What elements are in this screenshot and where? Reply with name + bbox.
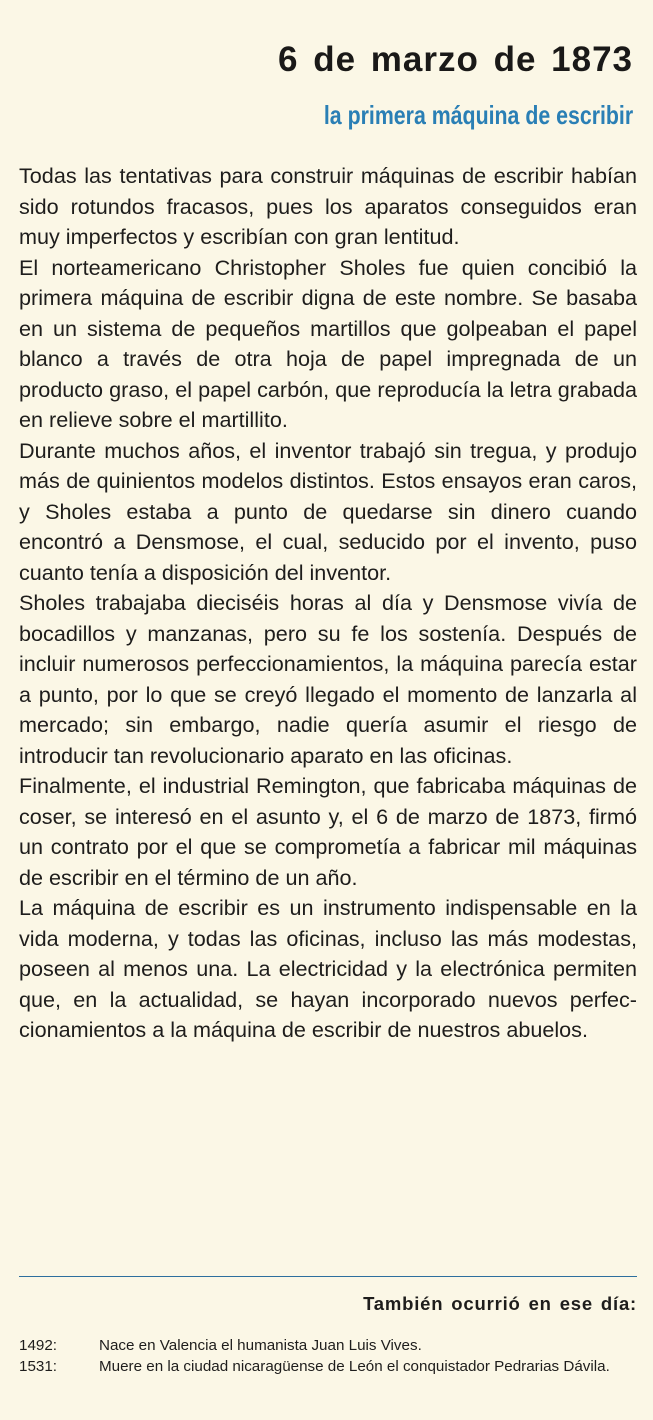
event-text: Muere en la ciudad nicaragüense de León el conquistador Pedrarias Dávila. [99,1357,610,1375]
event-item [19,1336,644,1357]
event-item [19,1357,644,1378]
page-title: 6 de marzo de 1873 [278,40,633,79]
article-body [19,161,637,1046]
paragraph: El norteamericano Christopher Sholes fue quien concibió la primera máquina de escribir digna de este nombre. Se basaba en un sistema de pequeños martillos que golpeaban el papel blanco a través de otra hoja de papel impregnada de un producto graso, el papel carbón, que reproducía la letra grabada en relieve sobre el martillito. [19,254,637,432]
paragraph: Sholes trabajaba dieciséis horas al día y Densmose vivía de bocadillos y manzanas, pero su fe los sostenía. Después de incluir numerosos perfeccionamientos, la máquina parecía estar a punto, por lo que se creyó llegado el momento de lanzarla al mercado; sin embargo, nadie quería asumir el riesgo de introducir tan revolucionario aparato en las oficinas. [19,590,637,768]
event-text: Nace en Valencia el humanista Juan Luis Vives. [99,1337,422,1354]
event-year: 1492: [19,1337,58,1354]
paragraph: Todas las tentativas para construir máquinas de escribir habían sido rotundos fracasos, pues los aparatos conseguidos eran muy imperfectos y escribían con gran lentitud. [19,163,637,249]
also-happened-heading: También ocurrió en ese día: [363,1293,637,1314]
paragraph: La máquina de escribir es un instrumento indispensable en la vida moderna, y todas las oficinas, incluso las más modestas, poseen al menos una. La electricidad y la electrónica permiten que, en la actualidad, se hayan incorporado nuevos perfeccionamientos a la máquina de escribir de nuestros abuelos. [19,895,637,1042]
section-divider [19,1276,637,1277]
events-list [19,1336,644,1377]
event-year: 1531: [19,1357,58,1375]
paragraph: Finalmente, el industrial Remington, que fabricaba máquinas de coser, se interesó en el asunto y, el 6 de marzo de 1873, firmó un contrato por el que se comprometía a fabricar mil máquinas de escribir en el término de un año. [19,773,637,890]
page-subtitle: la primera máquina de escribir [323,100,633,130]
paragraph: Durante muchos años, el inventor trabajó sin tregua, y produjo más de quinientos modelos distintos. Estos ensayos eran caros, y Sholes estaba a punto de quedarse sin dinero cuando encontró a Densmose, el cual, seducido por el invento, puso cuanto tenía a disposición del inventor. [19,437,637,585]
